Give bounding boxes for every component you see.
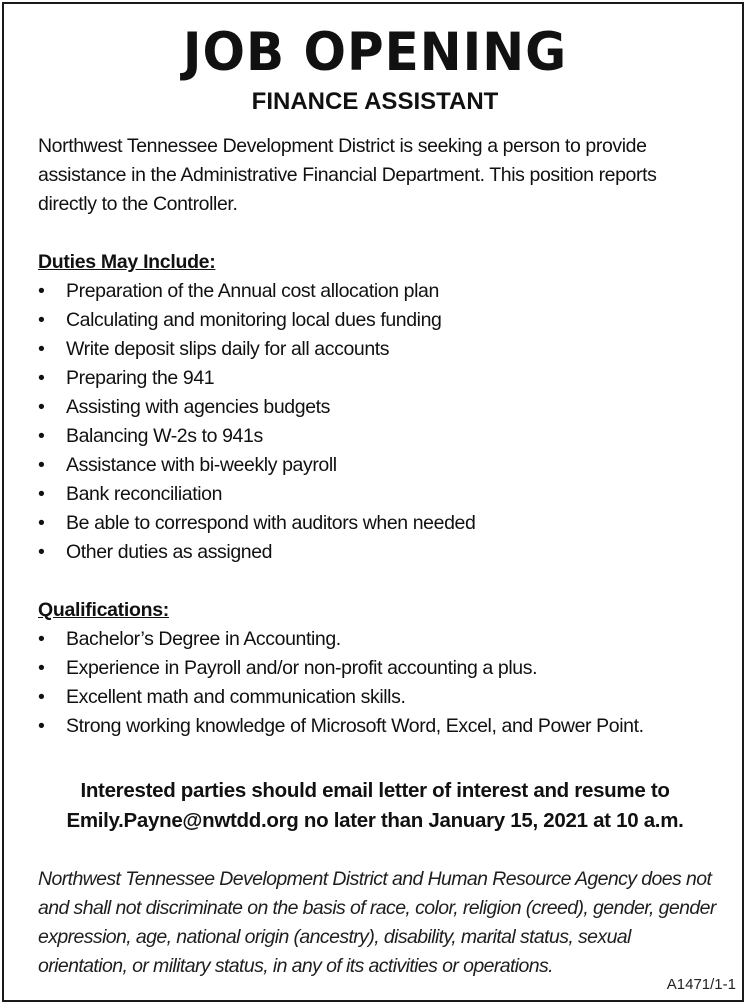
duty-item [38,364,718,393]
bullet-icon: • [38,309,45,331]
callout-line-1: Interested parties should email letter of interest and resume to [80,779,670,802]
qualification-item-text: Experience in Payroll and/or non-profit accounting a plus. [66,657,538,679]
qualification-item-text: Bachelor’s Degree in Accounting. [66,628,341,650]
duty-item-text: Be able to correspond with auditors when needed [66,512,476,534]
duty-item-text: Balancing W-2s to 941s [66,425,263,447]
qualification-item [38,712,718,741]
duty-item [38,277,718,306]
qualifications-heading: Qualifications: [38,599,169,621]
bullet-icon: • [38,686,45,708]
nondiscrimination-statement: Northwest Tennessee Development District and Human Resource Agency does not and shall not discriminate on the basis of race, color, religion (creed), gender, gender expression, age, national origin (ancestry), disability, marital status, sexual orientation, or military status, in any of its activities or operations. [38,868,716,977]
qualification-item [38,625,718,654]
duty-item-text: Write deposit slips daily for all accounts [66,338,390,360]
bullet-icon: • [38,512,45,534]
duty-item-text: Preparing the 941 [66,367,215,389]
duty-item-text: Bank reconciliation [66,483,223,505]
duties-heading: Duties May Include: [38,251,216,273]
duty-item [38,393,718,422]
duty-item-text: Calculating and monitoring local dues funding [66,309,442,331]
qualification-item [38,654,718,683]
callout-line-2: Emily.Payne@nwtdd.org no later than January 15, 2021 at 10 a.m. [66,809,684,832]
duty-item [38,422,718,451]
intro-paragraph: Northwest Tennessee Development District is seeking a person to provide assistance in the Administrative Financial Department. This position reports directly to the Controller. [38,135,657,215]
qualification-item-text: Excellent math and communication skills. [66,686,406,708]
bullet-icon: • [38,454,45,476]
duty-item-text: Preparation of the Annual cost allocation plan [66,280,439,302]
duty-item [38,306,718,335]
bullet-icon: • [38,541,45,563]
page-title: JOB OPENING [182,21,568,83]
ad-body [38,132,718,770]
bullet-icon: • [38,367,45,389]
bullet-icon: • [38,425,45,447]
qualification-item [38,683,718,712]
ad-reference-code: A1471/1-1 [666,976,736,993]
bullet-icon: • [38,280,45,302]
duty-item-text: Assistance with bi-weekly payroll [66,454,337,476]
duty-item [38,480,718,509]
bullet-icon: • [38,338,45,360]
duty-item [38,335,718,364]
bullet-icon: • [38,483,45,505]
bullet-icon: • [38,628,45,650]
duty-item [38,451,718,480]
qualification-item-text: Strong working knowledge of Microsoft Word, Excel, and Power Point. [66,715,644,737]
qualifications-list [38,625,718,741]
duty-item-text: Other duties as assigned [66,541,273,563]
duty-item [38,538,718,567]
job-title: FINANCE ASSISTANT [251,88,499,115]
duty-item [38,509,718,538]
bullet-icon: • [38,715,45,737]
application-instructions [0,776,750,836]
duties-list [38,277,718,567]
bullet-icon: • [38,657,45,679]
bullet-icon: • [38,396,45,418]
duty-item-text: Assisting with agencies budgets [66,396,331,418]
